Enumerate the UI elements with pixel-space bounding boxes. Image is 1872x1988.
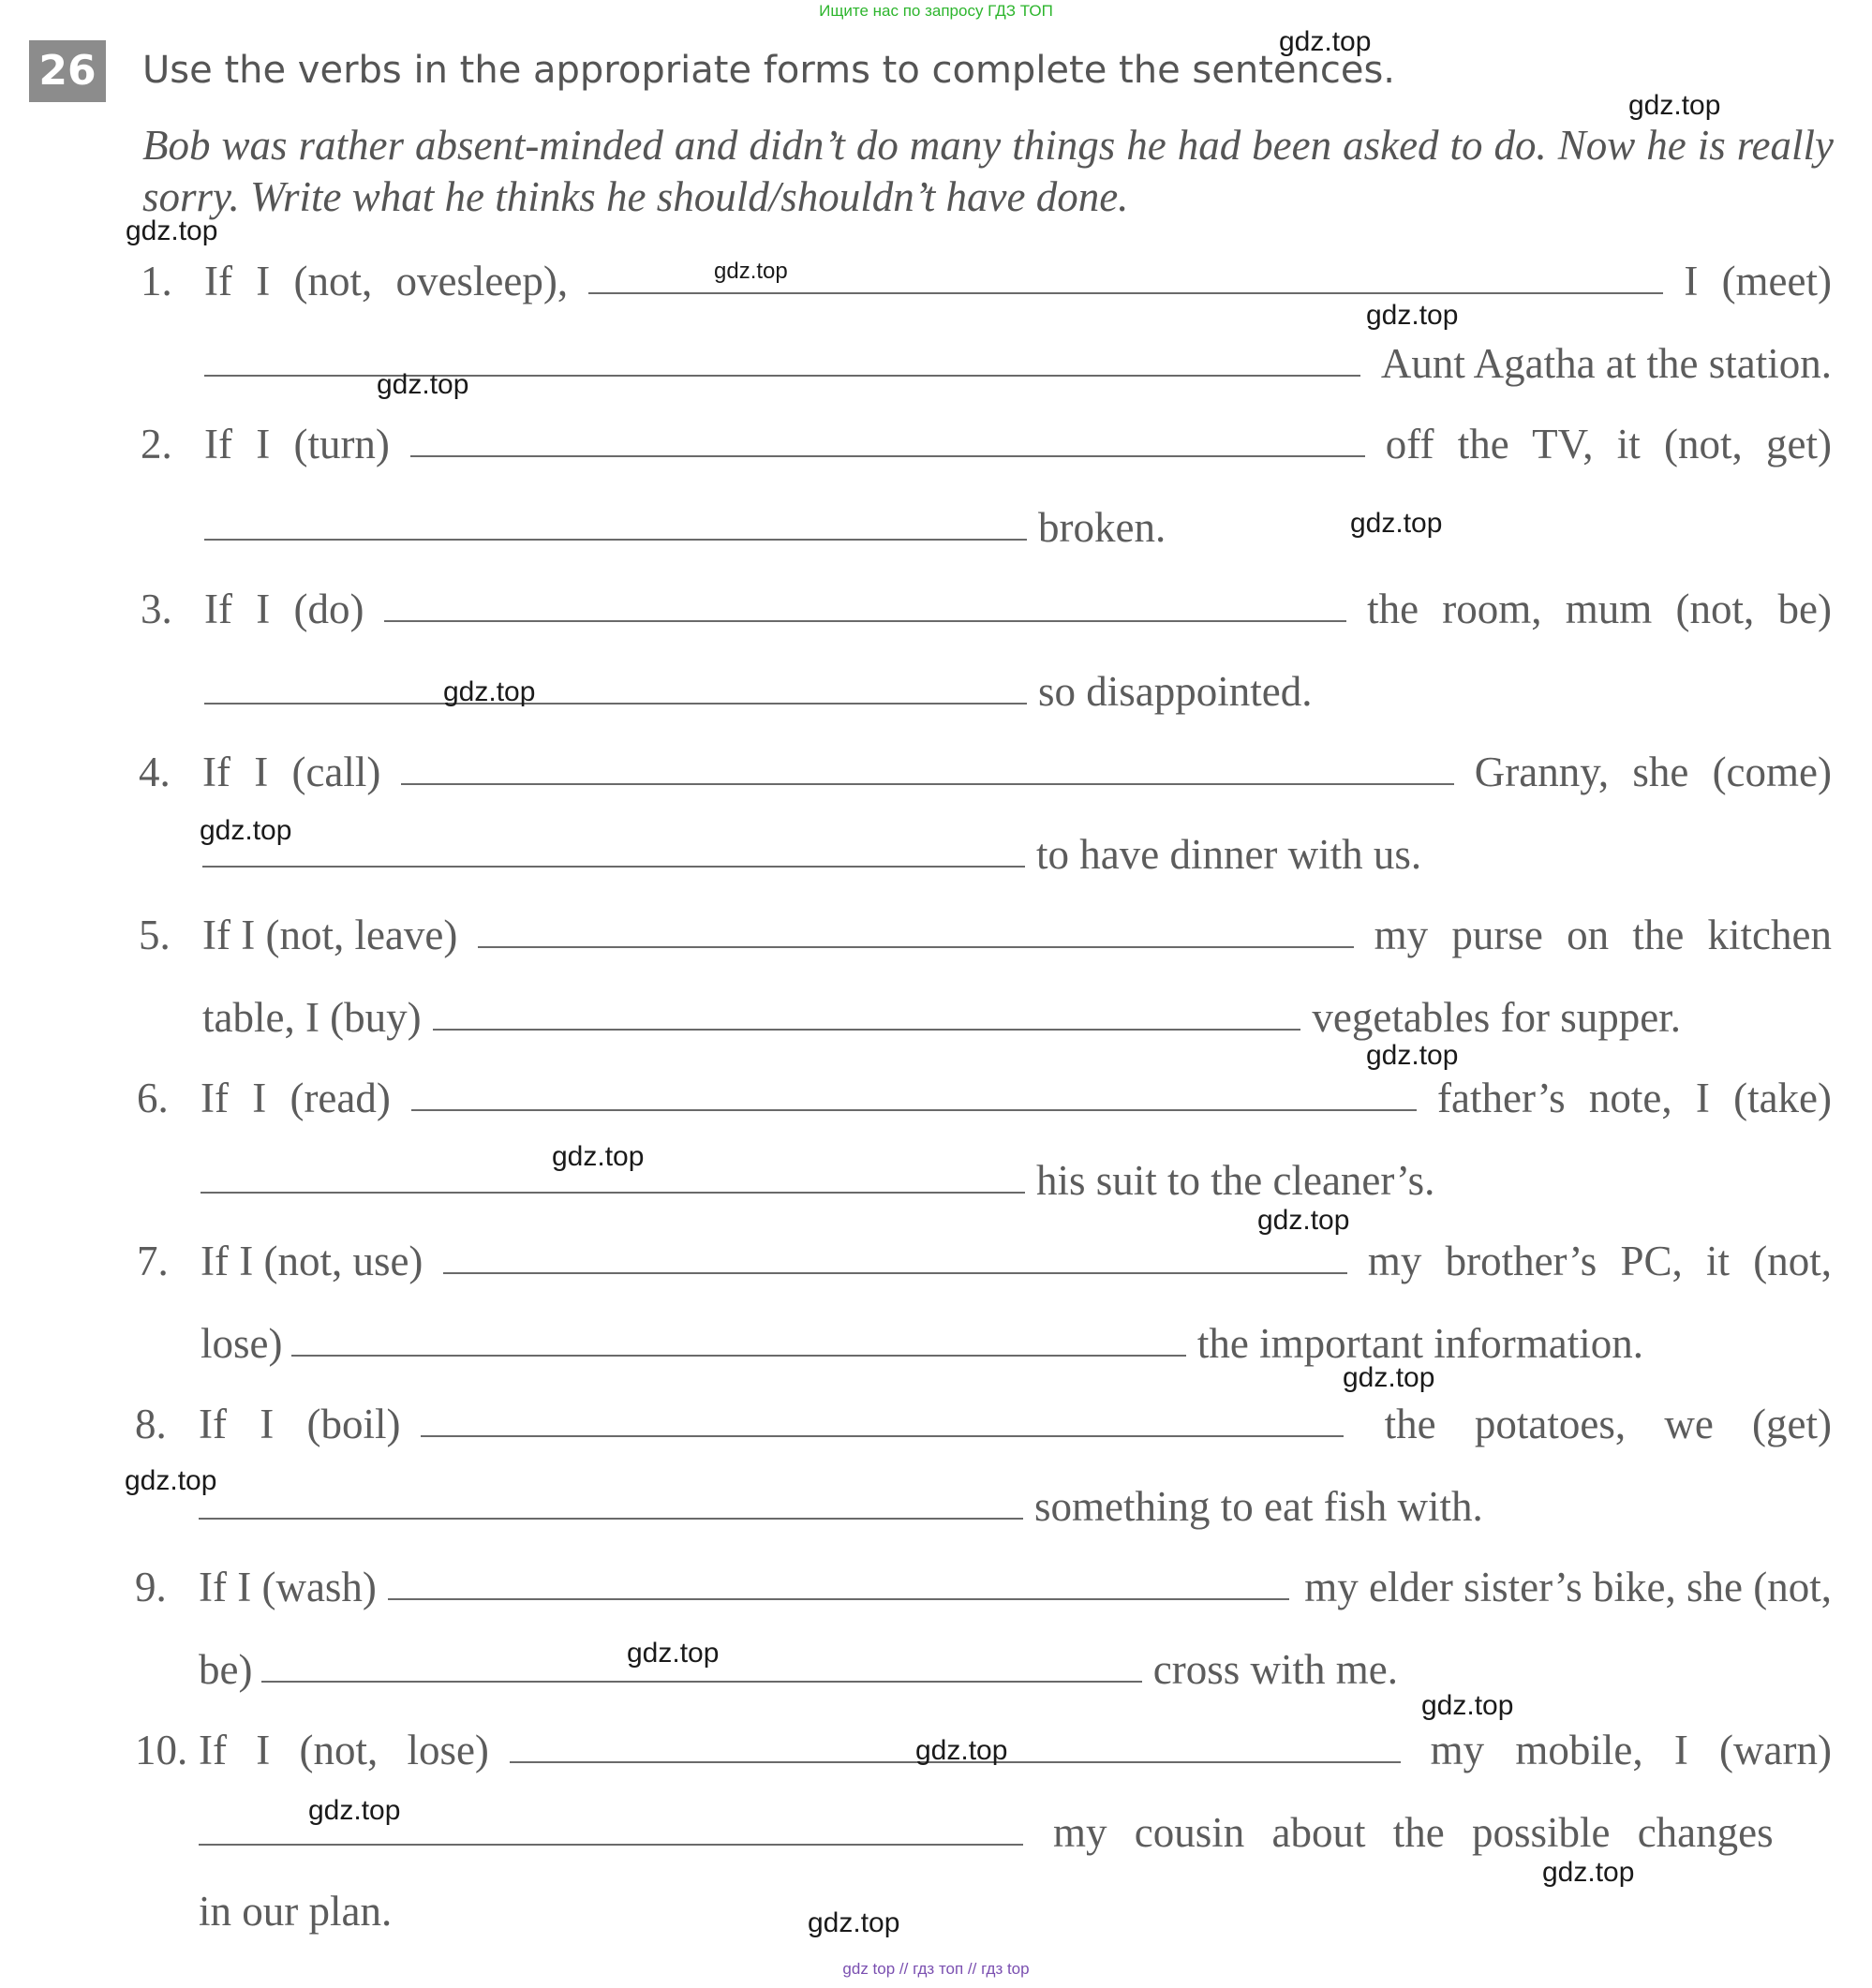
item-prompt-lead: lose) — [201, 1320, 283, 1367]
item-4-line-1 — [139, 746, 1832, 798]
item-prompt-continued: off the TV, it (not, get) — [1385, 421, 1832, 467]
item-prompt: If I (do) — [204, 586, 364, 632]
item-1-line-1 — [141, 255, 1832, 307]
answer-blank[interactable] — [199, 1844, 1023, 1846]
answer-blank[interactable] — [401, 783, 1453, 785]
item-ending: in our plan. — [199, 1888, 393, 1935]
item-ending: to have dinner with us. — [1036, 831, 1422, 878]
item-7-line-1 — [137, 1235, 1832, 1287]
item-2-line-2 — [204, 501, 1832, 554]
answer-blank[interactable] — [421, 1435, 1343, 1437]
item-number: 3. — [141, 586, 172, 632]
item-prompt: If I (wash) — [199, 1564, 377, 1610]
item-prompt: If I (call) — [202, 749, 381, 795]
answer-blank[interactable] — [411, 1109, 1417, 1111]
item-5-line-2 — [202, 991, 1681, 1044]
item-ending: Aunt Agatha at the station. — [1380, 340, 1832, 387]
exercise-number-badge: 26 — [29, 40, 106, 102]
answer-blank[interactable] — [388, 1598, 1289, 1600]
watermark: gdz.top — [125, 1465, 217, 1496]
item-prompt-continued: my cousin about the possible changes — [1053, 1809, 1774, 1856]
item-2-line-1 — [141, 418, 1832, 470]
watermark: gdz.top — [627, 1638, 720, 1669]
item-prompt: If I (read) — [201, 1075, 391, 1121]
item-number: 8. — [135, 1401, 167, 1447]
item-prompt-continued: my mobile, I (warn) — [1430, 1727, 1832, 1773]
watermark: gdz.top — [377, 369, 469, 400]
item-prompt: If I (not, lose) — [199, 1727, 489, 1773]
answer-blank[interactable] — [478, 946, 1353, 948]
exercise-intro: Bob was rather absent-minded and didn’t do many things he had been asked to do. Now he is really sorry. Write what he thinks he should/shouldn’t have done. — [142, 122, 1834, 220]
item-prompt-continued: my brother’s PC, it (not, — [1367, 1238, 1832, 1284]
item-ending: his suit to the cleaner’s. — [1036, 1157, 1435, 1204]
watermark: gdz.top — [1350, 508, 1443, 539]
item-prompt-lead: be) — [199, 1646, 253, 1693]
answer-blank[interactable] — [291, 1355, 1185, 1357]
item-9-line-1 — [135, 1561, 1832, 1613]
item-5-line-1 — [139, 909, 1832, 961]
watermark: gdz.top — [1257, 1205, 1350, 1236]
answer-blank[interactable] — [384, 620, 1346, 622]
watermark: gdz.top — [1542, 1857, 1635, 1888]
exercise-instruction: Use the verbs in the appropriate forms to complete the sentences. — [142, 49, 1396, 92]
item-number: 10. — [135, 1727, 188, 1773]
item-prompt-lead: table, I (buy) — [202, 994, 422, 1041]
answer-blank[interactable] — [204, 703, 1027, 705]
item-number: 6. — [137, 1075, 169, 1121]
answer-blank[interactable] — [199, 1518, 1023, 1520]
item-ending: vegetables for supper. — [1312, 994, 1681, 1041]
answer-blank[interactable] — [433, 1029, 1301, 1031]
watermark: gdz.top — [1366, 1040, 1459, 1071]
item-ending: something to eat fish with. — [1034, 1483, 1483, 1530]
item-10-line-2 — [199, 1806, 1832, 1859]
item-number: 1. — [141, 258, 172, 304]
item-prompt: If I (turn) — [204, 421, 390, 467]
watermark: gdz.top — [443, 676, 536, 707]
item-number: 4. — [139, 749, 171, 795]
watermark: gdz.top — [200, 815, 292, 846]
watermark: gdz.top — [308, 1795, 401, 1826]
answer-blank[interactable] — [588, 292, 1663, 294]
item-6-line-1 — [137, 1072, 1832, 1124]
item-3-line-1 — [141, 583, 1832, 635]
watermark: gdz.top — [915, 1735, 1008, 1766]
item-ending: so disappointed. — [1038, 668, 1313, 715]
item-prompt: If I (not, use) — [201, 1238, 423, 1284]
item-prompt-continued: the potatoes, we (get) — [1384, 1401, 1832, 1447]
item-number: 5. — [139, 912, 171, 958]
item-prompt-continued: Granny, she (come) — [1474, 749, 1832, 795]
watermark: gdz.top — [1628, 90, 1721, 121]
answer-blank[interactable] — [410, 455, 1365, 457]
item-prompt-continued: the room, mum (not, be) — [1367, 586, 1832, 632]
answer-blank[interactable] — [261, 1681, 1141, 1683]
item-number: 2. — [141, 421, 172, 467]
bottom-banner: gdz top // гдз топ // гдз top — [842, 1960, 1030, 1978]
watermark: gdz.top — [552, 1141, 645, 1172]
watermark: gdz.top — [1421, 1690, 1514, 1721]
item-prompt: If I (not, ovesleep), — [204, 258, 569, 304]
watermark: gdz.top — [714, 259, 788, 284]
watermark: gdz.top — [1279, 26, 1372, 57]
item-number: 9. — [135, 1564, 167, 1610]
item-ending: broken. — [1038, 504, 1166, 551]
watermark: gdz.top — [808, 1907, 900, 1938]
watermark: gdz.top — [1366, 300, 1459, 331]
item-ending: the important information. — [1196, 1320, 1643, 1367]
item-4-line-2 — [202, 828, 1832, 881]
watermark: gdz.top — [126, 215, 218, 246]
answer-blank[interactable] — [443, 1272, 1346, 1274]
top-banner: Ищите нас по запросу ГДЗ ТОП — [819, 2, 1053, 20]
item-prompt: If I (not, leave) — [202, 912, 458, 958]
answer-blank[interactable] — [201, 1192, 1025, 1194]
item-prompt-continued: father’s note, I (take) — [1437, 1075, 1832, 1121]
item-9-line-2 — [199, 1643, 1398, 1696]
item-prompt-continued: my purse on the kitchen — [1374, 912, 1832, 958]
item-prompt-continued: I (meet) — [1684, 258, 1832, 304]
item-6-line-2 — [201, 1154, 1832, 1207]
item-prompt-continued: my elder sister’s bike, she (not, — [1304, 1564, 1832, 1610]
watermark: gdz.top — [1343, 1362, 1435, 1393]
item-ending: cross with me. — [1152, 1646, 1398, 1693]
item-number: 7. — [137, 1238, 169, 1284]
answer-blank[interactable] — [202, 866, 1025, 868]
answer-blank[interactable] — [204, 539, 1027, 541]
item-8-line-1 — [135, 1398, 1832, 1450]
item-8-line-2 — [199, 1480, 1832, 1533]
item-prompt: If I (boil) — [199, 1401, 401, 1447]
